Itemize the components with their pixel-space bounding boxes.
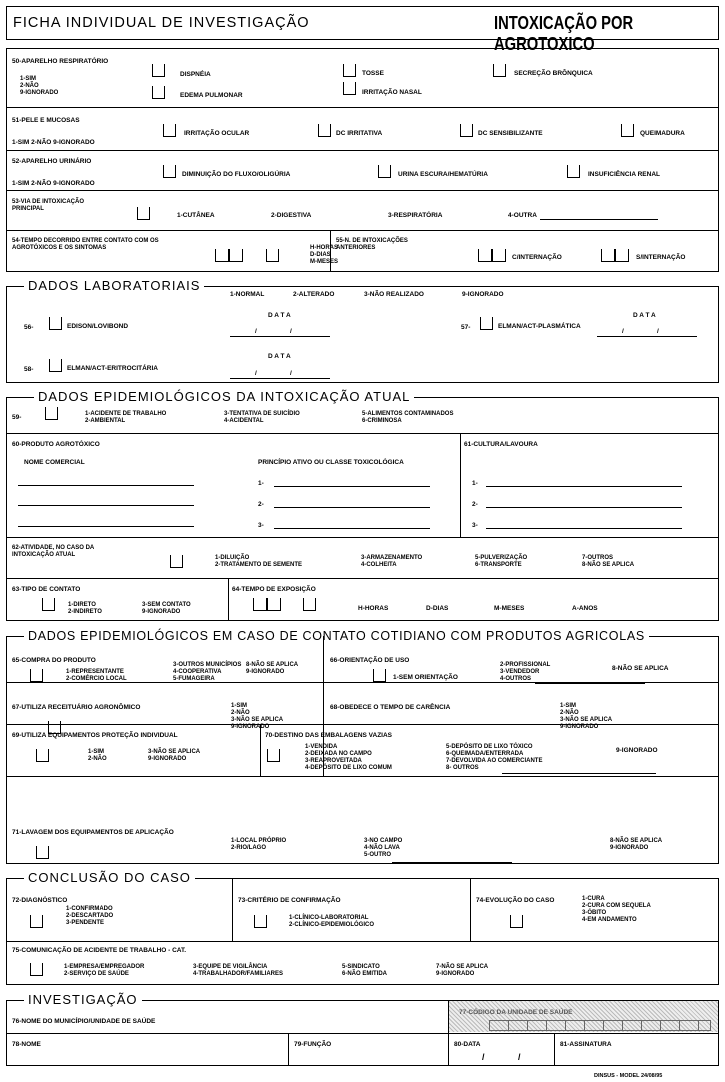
q74-box[interactable] — [510, 915, 523, 928]
q50-dispneia-label: DISPNÉIA — [180, 71, 211, 78]
lab-legend-1: 1-NORMAL — [230, 291, 265, 298]
q51-ocular-label: IRRITAÇÃO OCULAR — [184, 130, 250, 137]
q62-opts-d: 7-OUTROS 8-NÃO SE APLICA — [582, 555, 635, 568]
q67-opts: 1-SIM 2-NÃO 3-NÃO SE APLICA 9-IGNORADO — [231, 703, 284, 730]
q58-box[interactable] — [49, 359, 62, 372]
q50-tosse-box[interactable] — [343, 64, 356, 77]
q67-label: 67-UTILIZA RECEITUÁRIO AGRONÔMICO — [12, 704, 141, 711]
q54-unit-box[interactable] — [266, 249, 279, 262]
inv-title: INVESTIGAÇÃO — [24, 993, 142, 1007]
q61-n2: 2- — [472, 501, 478, 508]
q50-irritacao-box[interactable] — [343, 82, 356, 95]
q69-opts-b: 3-NÃO SE APLICA 9-IGNORADO — [148, 749, 201, 762]
q55-c-box-1[interactable] — [478, 249, 492, 262]
q66-opts-a: 1-SEM ORIENTAÇÃO — [393, 674, 458, 681]
q53-box[interactable] — [137, 207, 150, 220]
q58-text: ELMAN/ACT-ERITROCITÁRIA — [67, 365, 158, 372]
q79-label: 79-FUNÇÃO — [294, 1041, 332, 1048]
q64-a: A-ANOS — [572, 605, 598, 612]
q50-options: 1-SIM 2-NÃO 9-IGNORADO — [20, 76, 59, 96]
q75-opts-c: 5-SINDICATO 6-NÃO EMITIDA — [342, 964, 387, 977]
q74-opts: 1-CURA 2-CURA COM SEQUELA 3-ÓBITO 4-EM ANDAMENTO — [582, 896, 651, 923]
q73-box[interactable] — [254, 915, 267, 928]
q64-label: 64-TEMPO DE EXPOSIÇÃO — [232, 586, 316, 593]
q63-opts-b: 3-SEM CONTATO 9-IGNORADO — [142, 602, 191, 615]
q62-opts-a: 1-DILUIÇÃO 2-TRATAMENTO DE SEMENTE — [215, 555, 303, 568]
q70-opts-b: 5-DEPÓSITO DE LIXO TÓXICO 6-QUEIMADA/ENTERRADA 7-DEVOLVIDA AO COMERCIANTE 8- OUTROS — [446, 744, 543, 771]
q59-opts-c: 5-ALIMENTOS CONTAMINADOS 6-CRIMINOSA — [362, 411, 454, 424]
q50-tosse-label: TOSSE — [362, 70, 384, 77]
q70-opts-c: 9-IGNORADO — [616, 747, 658, 754]
q60-n1: 1- — [258, 480, 264, 487]
q50-secrecao-label: SECREÇÃO BRÔNQUICA — [514, 70, 593, 77]
q50-edema-label: EDEMA PULMONAR — [180, 92, 243, 99]
q63-box[interactable] — [42, 598, 55, 611]
q53-label: 53-VIA DE INTOXICAÇÃO PRINCIPAL — [12, 199, 85, 212]
q54-box-2[interactable] — [229, 249, 243, 262]
q64-m: M-MESES — [494, 605, 525, 612]
q51-sensib-box[interactable] — [460, 124, 473, 137]
q66-label: 66-ORIENTAÇÃO DE USO — [330, 657, 410, 664]
q55-s-box-2[interactable] — [615, 249, 629, 262]
q51-options: 1-SIM 2-NÃO 9-IGNORADO — [12, 139, 95, 146]
lab-legend-2: 2-ALTERADO — [293, 291, 335, 298]
q71-label: 71-LAVAGEM DOS EQUIPAMENTOS DE APLICAÇÃO — [12, 829, 174, 836]
q51-ocular-box[interactable] — [163, 124, 176, 137]
q65-opts-b: 3-OUTROS MUNICÍPIOS 4-COOPERATIVA 5-FUMAGEIRA — [173, 662, 242, 682]
q71-opts-c: 8-NÃO SE APLICA 9-IGNORADO — [610, 838, 663, 851]
q65-label: 65-COMPRA DO PRODUTO — [12, 657, 96, 664]
q56-text: EDISON/LOVIBOND — [67, 323, 129, 330]
q75-opts-d: 7-NÃO SE APLICA 9-IGNORADO — [436, 964, 489, 977]
q62-opts-c: 5-PULVERIZAÇÃO 6-TRANSPORTE — [475, 555, 528, 568]
q52-insuf-box[interactable] — [567, 165, 580, 178]
epi-title: DADOS EPIDEMIOLÓGICOS DA INTOXICAÇÃO ATUAL — [34, 390, 414, 404]
q68-label: 68-OBEDECE O TEMPO DE CARÊNCIA — [330, 704, 451, 711]
q72-label: 72-DIAGNÓSTICO — [12, 897, 68, 904]
q66-opts-b: 2-PROFISSIONAL 3-VENDEDOR 4-OUTROS — [500, 662, 551, 682]
q57-text: ELMAN/ACT-PLASMÁTICA — [498, 323, 581, 330]
q71-box[interactable] — [36, 846, 49, 859]
q64-d: D-DIAS — [426, 605, 449, 612]
q59-opts-b: 3-TENTATIVA DE SUICÍDIO 4-ACIDENTAL — [224, 411, 300, 424]
q51-irritativa-box[interactable] — [318, 124, 331, 137]
q51-queimadura-label: QUEIMADURA — [640, 130, 685, 137]
q54-units: H-HORAS D-DIAS M-MESES — [310, 245, 339, 265]
q55-c-box-2[interactable] — [492, 249, 506, 262]
q57-date-label: D A T A — [633, 312, 656, 319]
q53-opt3: 3-RESPIRATÓRIA — [388, 212, 443, 219]
q50-edema-box[interactable] — [152, 86, 165, 99]
q63-opts-a: 1-DIRETO 2-INDIRETO — [68, 602, 102, 615]
q65-opts-a: 1-REPRESENTANTE 2-COMÉRCIO LOCAL — [66, 669, 127, 682]
q51-label: 51-PELE E MUCOSAS — [12, 117, 80, 124]
q50-label: 50-APARELHO RESPIRATÓRIO — [12, 58, 109, 65]
q60-n3: 3- — [258, 522, 264, 529]
q59-label: 59- — [12, 414, 22, 421]
q61-n3: 3- — [472, 522, 478, 529]
q63-label: 63-TIPO DE CONTATO — [12, 586, 81, 593]
q71-opts-b: 3-NO CAMPO 4-NÃO LAVA 5-OUTRO — [364, 838, 403, 858]
lab-legend-4: 9-IGNORADO — [462, 291, 504, 298]
q58-label: 58- — [24, 366, 34, 373]
q53-opt1: 1-CUTÂNEA — [177, 212, 215, 219]
q66-box[interactable] — [373, 669, 386, 682]
q80-label: 80-DATA — [454, 1041, 481, 1048]
q73-opts: 1-CLÍNICO-LABORATORIAL 2-CLÍNICO-EPIDEMIOLÓGICO — [289, 915, 375, 928]
q64-h: H-HORAS — [358, 605, 389, 612]
q64-box-1[interactable] — [253, 598, 267, 611]
q69-opts-a: 1-SIM 2-NÃO — [88, 749, 107, 762]
q72-opts: 1-CONFIRMADO 2-DESCARTADO 3-PENDENTE — [66, 906, 114, 926]
q51-sensib-label: DC SENSIBILIZANTE — [478, 130, 543, 137]
q51-irritativa-label: DC IRRITATIVA — [336, 130, 383, 137]
q53-opt4: 4-OUTRA — [508, 212, 537, 219]
q55-label: 55-N. DE INTOXICAÇÕES ANTERIORES — [336, 238, 408, 251]
q59-opts-a: 1-ACIDENTE DE TRABALHO 2-AMBIENTAL — [85, 411, 167, 424]
q69-label: 69-UTILIZA EQUIPAMENTOS PROTEÇÃO INDIVIDUAL — [12, 732, 178, 739]
q52-options: 1-SIM 2-NÃO 9-IGNORADO — [12, 180, 95, 187]
q78-label: 78-NOME — [12, 1041, 41, 1048]
q54-label: 54-TEMPO DECORRIDO ENTRE CONTATO COM OS AGROTÓXICOS E OS SINTOMAS — [12, 238, 159, 251]
q66-opts-c: 8-NÃO SE APLICA — [612, 665, 669, 672]
conc-title: CONCLUSÃO DO CASO — [24, 871, 195, 885]
q52-urina-label: URINA ESCURA/HEMATÚRIA — [398, 171, 488, 178]
lab-title: DADOS LABORATORIAIS — [24, 279, 204, 293]
q52-diminuicao-label: DIMINUIÇÃO DO FLUXO/OLIGÚRIA — [182, 171, 291, 178]
q57-box[interactable] — [480, 317, 493, 330]
q61-n1: 1- — [472, 480, 478, 487]
q57-label: 57- — [461, 324, 471, 331]
q62-box[interactable] — [170, 555, 183, 568]
q73-label: 73-CRITÉRIO DE CONFIRMAÇÃO — [238, 897, 341, 904]
q70-box[interactable] — [267, 749, 280, 762]
epi-block — [6, 397, 719, 621]
q61-label: 61-CULTURA/LAVOURA — [464, 441, 538, 448]
q50-secrecao-box[interactable] — [493, 64, 506, 77]
lab-legend-3: 3-NÃO REALIZADO — [364, 291, 424, 298]
form-title: FICHA INDIVIDUAL DE INVESTIGAÇÃO — [13, 15, 310, 31]
q77-label: 77-CÓDIGO DA UNIDADE DE SAÚDE — [459, 1009, 573, 1016]
q54-box-1[interactable] — [215, 249, 229, 262]
q56-box[interactable] — [49, 317, 62, 330]
q77-shaded-field[interactable] — [449, 1001, 718, 1032]
q50-irritacao-label: IRRITAÇÃO NASAL — [362, 89, 422, 96]
q70-label: 70-DESTINO DAS EMBALAGENS VAZIAS — [265, 732, 393, 739]
q55-s-box-1[interactable] — [601, 249, 615, 262]
q70-opts-a: 1-VENDIDA 2-DEIXADA NO CAMPO 3-REAPROVEITADA 4-DEPÓSITO DE LIXO COMUM — [305, 744, 392, 771]
form-subtitle: INTOXICAÇÃO POR AGROTOXICO — [494, 13, 634, 54]
q71-opts-a: 1-LOCAL PRÓPRIO 2-RIO/LAGO — [231, 838, 287, 851]
q52-label: 52-APARELHO URINÁRIO — [12, 158, 92, 165]
q52-urina-box[interactable] — [378, 165, 391, 178]
q72-box[interactable] — [30, 915, 43, 928]
q62-label: 62-ATIVIDADE, NO CASO DA INTOXICAÇÃO ATUAL — [12, 545, 95, 558]
q53-opt2: 2-DIGESTIVA — [271, 212, 312, 219]
footer-code: DINSUS - MODEL 24/08/95 — [594, 1073, 663, 1079]
q75-opts-b: 3-EQUIPE DE VIGILÂNCIA 4-TRABALHADOR/FAMILIARES — [193, 964, 283, 977]
q55-s-label: S/INTERNAÇÃO — [636, 254, 686, 261]
q64-unit-box[interactable] — [303, 598, 316, 611]
form-header — [6, 6, 719, 54]
q52-insuf-label: INSUFICIÊNCIA RENAL — [588, 171, 660, 178]
q65-box[interactable] — [30, 669, 43, 682]
q64-box-2[interactable] — [267, 598, 281, 611]
q60-principio: PRINCÍPIO ATIVO OU CLASSE TOXICOLÓGICA — [258, 459, 404, 466]
q56-label: 56- — [24, 324, 34, 331]
q69-box[interactable] — [36, 749, 49, 762]
q62-opts-b: 3-ARMAZENAMENTO 4-COLHEITA — [361, 555, 423, 568]
q76-label: 76-NOME DO MUNICÍPIO/UNIDADE DE SAÚDE — [12, 1018, 156, 1025]
q74-label: 74-EVOLUÇÃO DO CASO — [476, 897, 555, 904]
q59-box[interactable] — [45, 407, 58, 420]
q75-opts-a: 1-EMPRESA/EMPREGADOR 2-SERVIÇO DE SAÚDE — [64, 964, 145, 977]
q58-date-label: D A T A — [268, 353, 291, 360]
cot-title: DADOS EPIDEMIOLÓGICOS EM CASO DE CONTATO COTIDIANO COM PRODUTOS AGRICOLAS — [24, 629, 649, 643]
q55-c-label: C/INTERNAÇÃO — [512, 254, 562, 261]
q51-queimadura-box[interactable] — [621, 124, 634, 137]
q75-box[interactable] — [30, 963, 43, 976]
q75-label: 75-COMUNICAÇÃO DE ACIDENTE DE TRABALHO - CAT. — [12, 947, 187, 954]
q60-n2: 2- — [258, 501, 264, 508]
q52-diminuicao-box[interactable] — [163, 165, 176, 178]
q68-opts: 1-SIM 2-NÃO 3-NÃO SE APLICA 9-IGNORADO — [560, 703, 613, 730]
q60-nome: NOME COMERCIAL — [24, 459, 85, 466]
q65-opts-c: 8-NÃO SE APLICA 9-IGNORADO — [246, 662, 299, 675]
q56-date-label: D A T A — [268, 312, 291, 319]
q50-dispneia-box[interactable] — [152, 64, 165, 77]
q81-label: 81-ASSINATURA — [560, 1041, 612, 1048]
q60-label: 60-PRODUTO AGROTÓXICO — [12, 441, 100, 448]
